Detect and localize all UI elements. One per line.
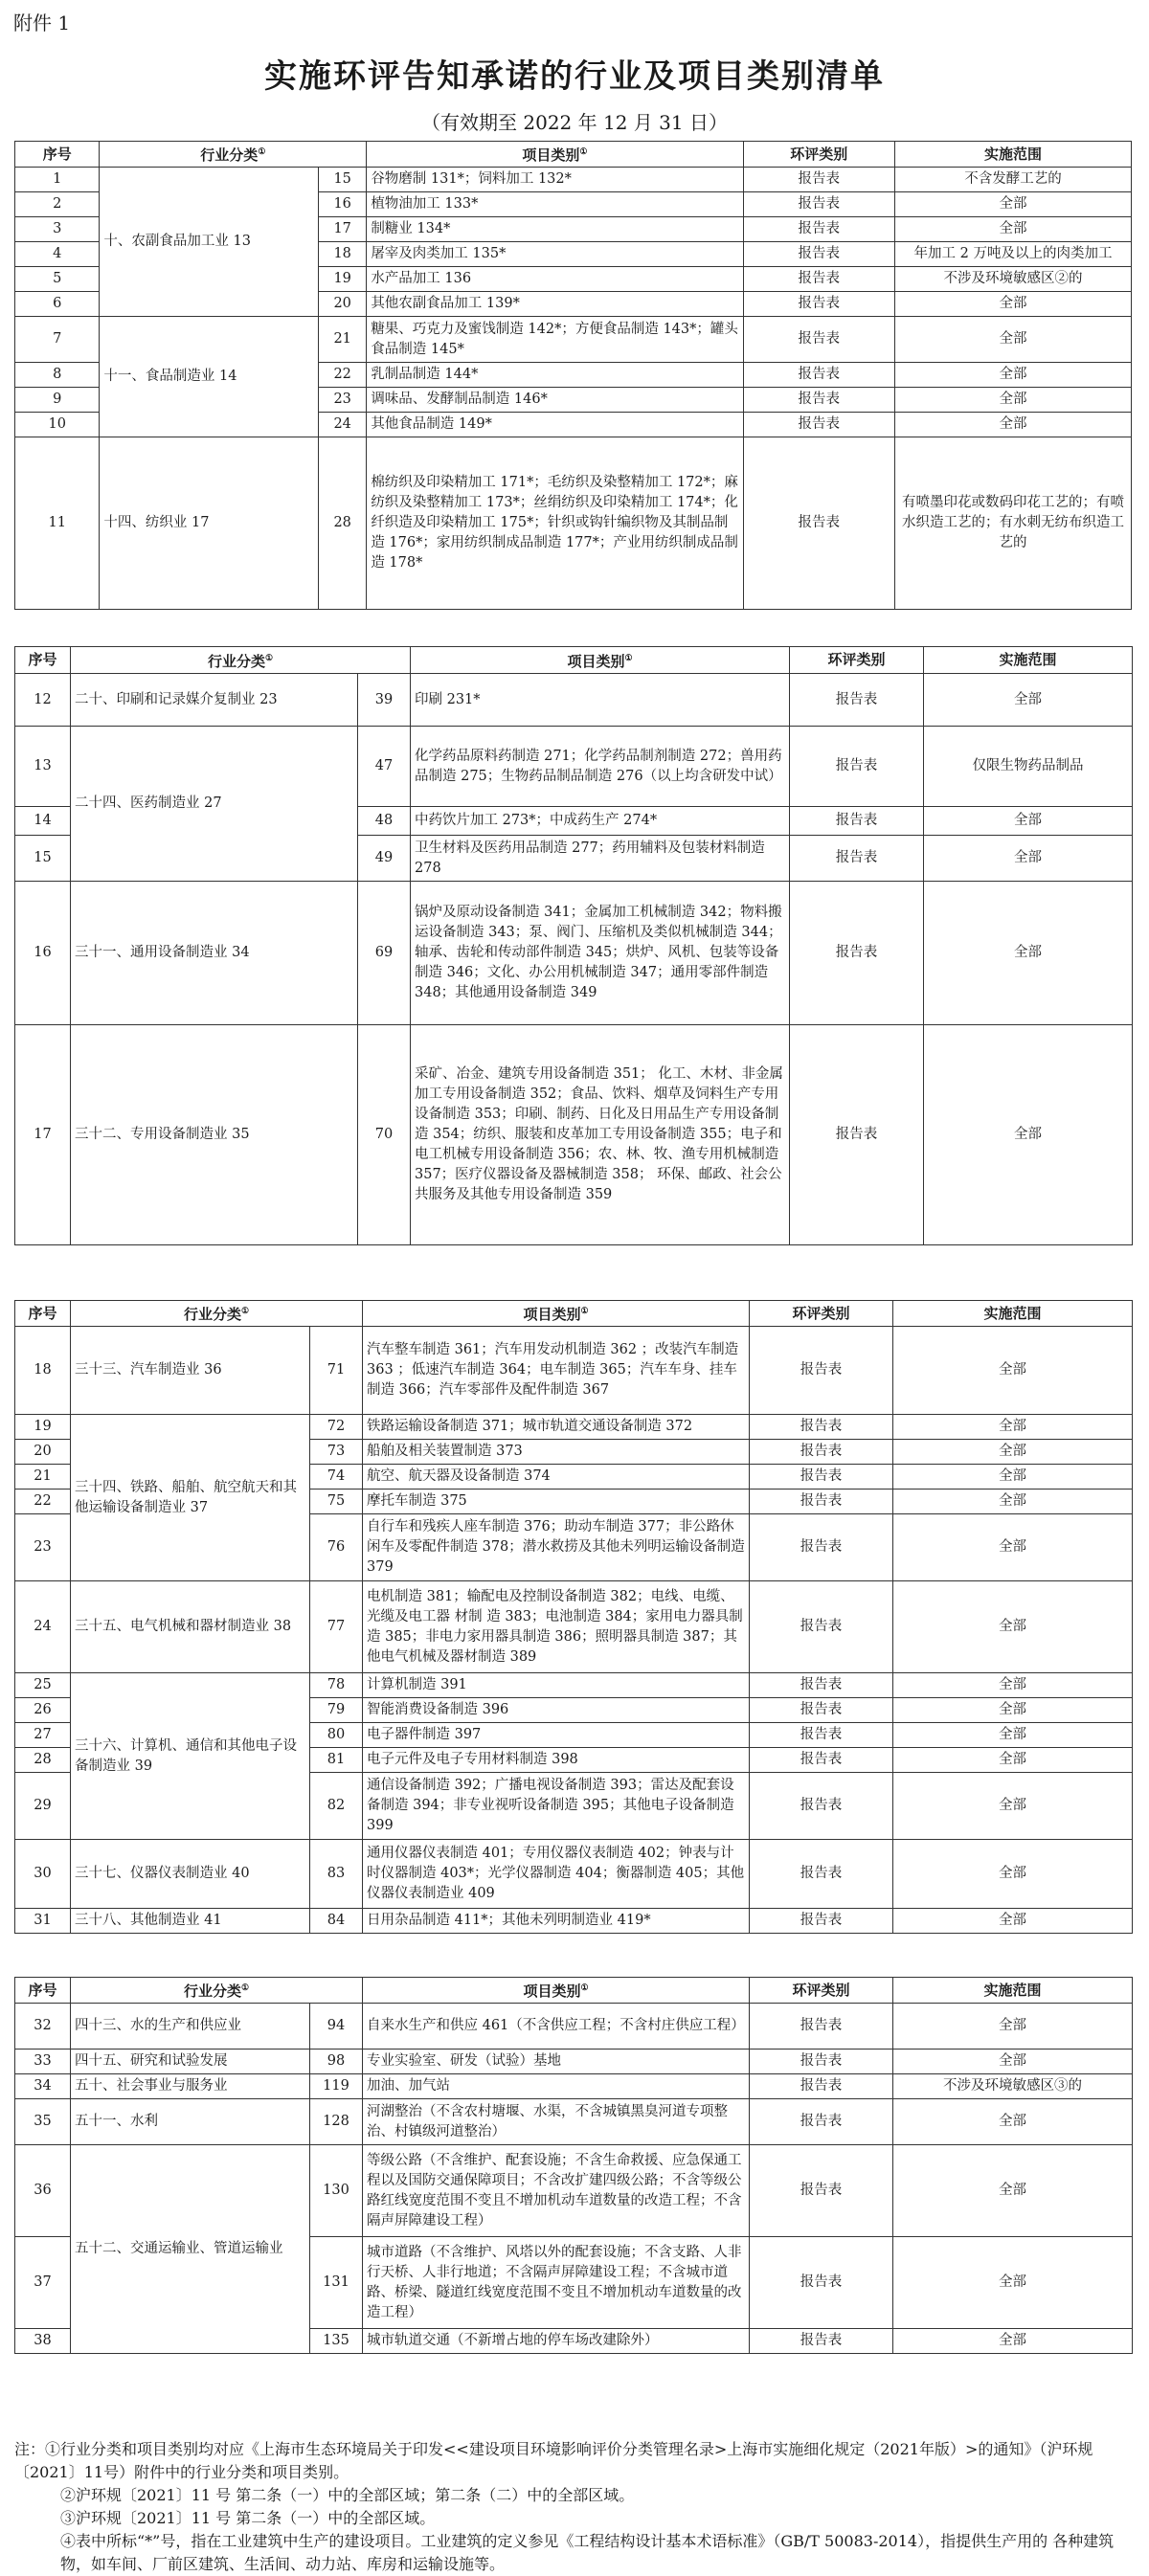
row-scope: 全部 <box>895 292 1132 317</box>
row-industry: 二十四、医药制造业 27 <box>71 727 358 882</box>
row-scope: 全部 <box>895 413 1132 437</box>
table-row <box>15 1415 1133 1440</box>
header-eia: 环评类别 <box>750 1301 893 1327</box>
row-scope: 仅限生物药品制品 <box>924 727 1133 807</box>
row-scope: 全部 <box>893 1909 1133 1934</box>
row-code: 21 <box>319 317 367 363</box>
row-project: 日用杂品制造 411*；其他未列明制造业 419* <box>363 1909 750 1934</box>
row-scope: 全部 <box>893 2099 1133 2145</box>
row-eia: 报告表 <box>750 2004 893 2050</box>
row-eia: 报告表 <box>750 1698 893 1723</box>
row-industry: 三十八、其他制造业 41 <box>71 1909 310 1934</box>
row-seq: 37 <box>15 2237 71 2329</box>
table-header-row <box>15 142 1132 168</box>
row-seq: 23 <box>15 1514 71 1581</box>
row-seq: 1 <box>15 168 100 192</box>
row-seq: 31 <box>15 1909 71 1934</box>
header-scope: 实施范围 <box>893 1301 1133 1327</box>
row-scope: 全部 <box>893 1581 1133 1673</box>
row-seq: 29 <box>15 1773 71 1840</box>
table-row <box>15 727 1133 807</box>
row-eia: 报告表 <box>743 363 895 388</box>
page-title: 实施环评告知承诺的行业及项目类别清单 <box>264 57 885 96</box>
row-seq: 22 <box>15 1490 71 1514</box>
row-scope: 全部 <box>893 1773 1133 1840</box>
header-scope: 实施范围 <box>895 142 1132 168</box>
row-code: 49 <box>358 836 411 882</box>
row-industry: 十四、纺织业 17 <box>100 437 319 610</box>
row-eia: 报告表 <box>790 1025 924 1245</box>
table-header-row <box>15 1978 1133 2004</box>
row-code: 47 <box>358 727 411 807</box>
row-scope: 全部 <box>893 1673 1133 1698</box>
row-industry: 三十五、电气机械和器材制造业 38 <box>71 1581 310 1673</box>
row-project: 城市轨道交通（不新增占地的停车场改建除外） <box>363 2329 750 2354</box>
row-eia: 报告表 <box>750 1673 893 1698</box>
footnote-4: ④表中所标“*”号，指在工业建筑中生产的建设项目。工业建筑的定义参见《工程结构设计基本术语标准》（GB/T 50083-2014），指提供生产用的 各种建筑物，如车间、厂前区建筑、生活间、动力站、库房和运输设施等。 <box>60 2532 1115 2573</box>
row-seq: 19 <box>15 1415 71 1440</box>
header-scope: 实施范围 <box>893 1978 1133 2004</box>
row-code: 19 <box>319 267 367 292</box>
table-row <box>15 437 1132 610</box>
row-scope: 全部 <box>893 1440 1133 1465</box>
row-scope: 全部 <box>924 1025 1133 1245</box>
row-seq: 15 <box>15 836 71 882</box>
row-project: 专业实验室、研发（试验）基地 <box>363 2050 750 2074</box>
table-row <box>15 1673 1133 1698</box>
row-seq: 38 <box>15 2329 71 2354</box>
row-code: 82 <box>310 1773 363 1840</box>
row-code: 80 <box>310 1723 363 1748</box>
row-project: 印刷 231* <box>411 674 790 727</box>
row-scope: 全部 <box>924 882 1133 1025</box>
category-table-4 <box>14 1977 1133 2354</box>
row-eia: 报告表 <box>750 2050 893 2074</box>
row-eia: 报告表 <box>750 1327 893 1415</box>
row-project: 其他农副食品加工 139* <box>367 292 743 317</box>
row-seq: 26 <box>15 1698 71 1723</box>
row-scope: 全部 <box>893 2145 1133 2237</box>
row-scope: 全部 <box>924 836 1133 882</box>
row-project: 电机制造 381；输配电及控制设备制造 382；电线、电缆、光缆及电工器 材制 造 383；电池制造 384；家用电力器具制造 385；非电力家用器具制造 386；照明器具制造 387；其他电气机械及器材制造 389 <box>363 1581 750 1673</box>
row-seq: 6 <box>15 292 100 317</box>
row-eia: 报告表 <box>750 1415 893 1440</box>
row-industry: 三十二、专用设备制造业 35 <box>71 1025 358 1245</box>
row-seq: 3 <box>15 217 100 242</box>
header-seq: 序号 <box>15 1301 71 1327</box>
row-code: 79 <box>310 1698 363 1723</box>
table-row <box>15 1909 1133 1934</box>
row-eia: 报告表 <box>750 1773 893 1840</box>
row-eia: 报告表 <box>750 2237 893 2329</box>
row-project: 其他食品制造 149* <box>367 413 743 437</box>
row-eia: 报告表 <box>750 2074 893 2099</box>
table-row <box>15 1025 1133 1245</box>
row-seq: 9 <box>15 388 100 413</box>
row-code: 74 <box>310 1465 363 1490</box>
row-industry: 三十一、通用设备制造业 34 <box>71 882 358 1025</box>
row-eia: 报告表 <box>750 1581 893 1673</box>
row-scope: 有喷墨印花或数码印花工艺的；有喷水织造工艺的；有水刺无纺布织造工艺的 <box>895 437 1132 610</box>
row-eia: 报告表 <box>743 217 895 242</box>
row-eia: 报告表 <box>743 168 895 192</box>
row-project: 棉纺织及印染精加工 171*；毛纺织及染整精加工 172*；麻纺织及染整精加工 173*；丝绢纺织及印染精加工 174*；化纤织造及印染精加工 175*；针织或钩针编织物及其制品制造 176*；家用纺织制成品制造 177*；产业用纺织制成品制造 178* <box>367 437 743 610</box>
row-code: 76 <box>310 1514 363 1581</box>
row-seq: 21 <box>15 1465 71 1490</box>
header-eia: 环评类别 <box>750 1978 893 2004</box>
row-industry: 三十七、仪器仪表制造业 40 <box>71 1840 310 1909</box>
row-scope: 全部 <box>895 388 1132 413</box>
row-seq: 25 <box>15 1673 71 1698</box>
row-eia: 报告表 <box>750 1909 893 1934</box>
row-project: 乳制品制造 144* <box>367 363 743 388</box>
footnote-1: 注：①行业分类和项目类别均对应《上海市生态环境局关于印发<<建设项目环境影响评价分类管理名录>上海市实施细化规定（2021年版）>的通知》（沪环规〔2021〕11号）附件中的行业分类和项目类别。 <box>14 2440 1093 2481</box>
row-seq: 5 <box>15 267 100 292</box>
row-eia: 报告表 <box>750 1723 893 1748</box>
row-project: 卫生材料及医药用品制造 277；药用辅料及包装材料制造 278 <box>411 836 790 882</box>
header-project: 项目类别① <box>411 647 790 674</box>
row-code: 69 <box>358 882 411 1025</box>
row-scope: 全部 <box>924 674 1133 727</box>
row-code: 18 <box>319 242 367 267</box>
header-eia: 环评类别 <box>790 647 924 674</box>
header-industry: 行业分类① <box>71 1978 363 2004</box>
row-eia: 报告表 <box>743 413 895 437</box>
row-project: 糖果、巧克力及蜜饯制造 142*；方便食品制造 143*；罐头食品制造 145* <box>367 317 743 363</box>
footnote-2: ②沪环规〔2021〕11 号 第二条（一）中的全部区域；第二条（二）中的全部区域。 <box>60 2486 635 2504</box>
row-seq: 35 <box>15 2099 71 2145</box>
row-scope: 全部 <box>893 2050 1133 2074</box>
row-industry: 五十二、交通运输业、管道运输业 <box>71 2145 310 2354</box>
row-eia: 报告表 <box>750 2145 893 2237</box>
row-project: 通用仪器仪表制造 401；专用仪器仪表制造 402；钟表与计时仪器制造 403*；光学仪器制造 404；衡器制造 405；其他仪器仪表制造业 409 <box>363 1840 750 1909</box>
table-row <box>15 2074 1133 2099</box>
row-seq: 24 <box>15 1581 71 1673</box>
header-eia: 环评类别 <box>743 142 895 168</box>
row-scope: 全部 <box>895 317 1132 363</box>
row-scope: 全部 <box>893 1748 1133 1773</box>
row-scope: 全部 <box>924 807 1133 836</box>
row-code: 77 <box>310 1581 363 1673</box>
row-project: 锅炉及原动设备制造 341；金属加工机械制造 342；物料搬运设备制造 343；泵、阀门、压缩机及类似机械制造 344；轴承、齿轮和传动部件制造 345；烘炉、风机、包装等设备制造 346；文化、办公用机械制造 347；通用零部件制造 348；其他通用设备制造 349 <box>411 882 790 1025</box>
row-eia: 报告表 <box>750 2099 893 2145</box>
row-code: 24 <box>319 413 367 437</box>
row-code: 128 <box>310 2099 363 2145</box>
row-project: 航空、航天器及设备制造 374 <box>363 1465 750 1490</box>
row-eia: 报告表 <box>790 674 924 727</box>
row-seq: 30 <box>15 1840 71 1909</box>
row-eia: 报告表 <box>743 437 895 610</box>
row-project: 调味品、发酵制品制造 146* <box>367 388 743 413</box>
row-eia: 报告表 <box>750 1748 893 1773</box>
row-code: 17 <box>319 217 367 242</box>
row-industry: 三十四、铁路、船舶、航空航天和其他运输设备制造业 37 <box>71 1415 310 1581</box>
header-project: 项目类别① <box>363 1978 750 2004</box>
row-project: 通信设备制造 392；广播电视设备制造 393；雷达及配套设备制造 394；非专业视听设备制造 395；其他电子设备制造 399 <box>363 1773 750 1840</box>
row-seq: 4 <box>15 242 100 267</box>
row-code: 98 <box>310 2050 363 2074</box>
row-project: 摩托车制造 375 <box>363 1490 750 1514</box>
row-code: 22 <box>319 363 367 388</box>
row-eia: 报告表 <box>743 292 895 317</box>
row-seq: 12 <box>15 674 71 727</box>
row-seq: 18 <box>15 1327 71 1415</box>
row-eia: 报告表 <box>790 727 924 807</box>
row-eia: 报告表 <box>750 1440 893 1465</box>
row-eia: 报告表 <box>750 2329 893 2354</box>
row-code: 72 <box>310 1415 363 1440</box>
table-header-row <box>15 647 1133 674</box>
row-eia: 报告表 <box>790 807 924 836</box>
row-project: 中药饮片加工 273*；中成药生产 274* <box>411 807 790 836</box>
page-subtitle: （有效期至 2022 年 12 月 31 日） <box>421 111 728 134</box>
row-scope: 不涉及环境敏感区②的 <box>895 267 1132 292</box>
header-seq: 序号 <box>15 142 100 168</box>
row-code: 20 <box>319 292 367 317</box>
row-code: 94 <box>310 2004 363 2050</box>
row-eia: 报告表 <box>743 267 895 292</box>
row-eia: 报告表 <box>790 836 924 882</box>
header-industry: 行业分类① <box>100 142 367 168</box>
row-project: 水产品加工 136 <box>367 267 743 292</box>
row-scope: 不含发酵工艺的 <box>895 168 1132 192</box>
row-industry: 五十、社会事业与服务业 <box>71 2074 310 2099</box>
row-industry: 四十五、研究和试验发展 <box>71 2050 310 2074</box>
row-project: 谷物磨制 131*；饲料加工 132* <box>367 168 743 192</box>
table-header-row <box>15 1301 1133 1327</box>
table-row <box>15 1327 1133 1415</box>
row-code: 131 <box>310 2237 363 2329</box>
row-scope: 不涉及环境敏感区③的 <box>893 2074 1133 2099</box>
row-code: 71 <box>310 1327 363 1415</box>
row-industry: 二十、印刷和记录媒介复制业 23 <box>71 674 358 727</box>
row-code: 83 <box>310 1840 363 1909</box>
row-seq: 17 <box>15 1025 71 1245</box>
row-project: 计算机制造 391 <box>363 1673 750 1698</box>
table-row <box>15 674 1133 727</box>
row-industry: 十、农副食品加工业 13 <box>100 168 319 317</box>
row-code: 48 <box>358 807 411 836</box>
row-code: 81 <box>310 1748 363 1773</box>
row-project: 植物油加工 133* <box>367 192 743 217</box>
row-code: 23 <box>319 388 367 413</box>
row-project: 屠宰及肉类加工 135* <box>367 242 743 267</box>
row-code: 70 <box>358 1025 411 1245</box>
row-seq: 13 <box>15 727 71 807</box>
row-scope: 全部 <box>893 2004 1133 2050</box>
row-code: 73 <box>310 1440 363 1465</box>
row-seq: 32 <box>15 2004 71 2050</box>
table-row <box>15 317 1132 363</box>
row-eia: 报告表 <box>750 1840 893 1909</box>
category-table-1 <box>14 141 1132 610</box>
table-row <box>15 2050 1133 2074</box>
row-code: 16 <box>319 192 367 217</box>
row-seq: 27 <box>15 1723 71 1748</box>
row-project: 铁路运输设备制造 371；城市轨道交通设备制造 372 <box>363 1415 750 1440</box>
row-scope: 全部 <box>893 2237 1133 2329</box>
category-table-3 <box>14 1300 1133 1934</box>
row-seq: 33 <box>15 2050 71 2074</box>
row-seq: 11 <box>15 437 100 610</box>
table-row <box>15 2145 1133 2237</box>
row-scope: 全部 <box>895 217 1132 242</box>
row-code: 28 <box>319 437 367 610</box>
row-eia: 报告表 <box>750 1490 893 1514</box>
table-row <box>15 882 1133 1025</box>
row-scope: 全部 <box>893 1514 1133 1581</box>
table-row <box>15 2099 1133 2145</box>
header-scope: 实施范围 <box>924 647 1133 674</box>
row-industry: 十一、食品制造业 14 <box>100 317 319 437</box>
row-project: 河湖整治（不含农村塘堰、水渠，不含城镇黑臭河道专项整治、村镇级河道整治） <box>363 2099 750 2145</box>
row-code: 75 <box>310 1490 363 1514</box>
row-seq: 34 <box>15 2074 71 2099</box>
attachment-label: 附件 1 <box>13 11 71 34</box>
row-scope: 全部 <box>893 1723 1133 1748</box>
row-eia: 报告表 <box>743 242 895 267</box>
row-code: 84 <box>310 1909 363 1934</box>
table-row <box>15 1581 1133 1673</box>
row-industry: 五十一、水利 <box>71 2099 310 2145</box>
row-seq: 14 <box>15 807 71 836</box>
row-project: 船舶及相关装置制造 373 <box>363 1440 750 1465</box>
row-project: 电子器件制造 397 <box>363 1723 750 1748</box>
row-project: 智能消费设备制造 396 <box>363 1698 750 1723</box>
row-code: 15 <box>319 168 367 192</box>
row-eia: 报告表 <box>790 882 924 1025</box>
row-scope: 全部 <box>893 1698 1133 1723</box>
row-scope: 年加工 2 万吨及以上的肉类加工 <box>895 242 1132 267</box>
header-industry: 行业分类① <box>71 1301 363 1327</box>
row-eia: 报告表 <box>750 1465 893 1490</box>
row-industry: 四十三、水的生产和供应业 <box>71 2004 310 2050</box>
row-code: 78 <box>310 1673 363 1698</box>
row-seq: 7 <box>15 317 100 363</box>
table-row <box>15 168 1132 192</box>
header-project: 项目类别① <box>363 1301 750 1327</box>
category-table-2 <box>14 646 1133 1245</box>
row-code: 130 <box>310 2145 363 2237</box>
row-project: 采矿、冶金、建筑专用设备制造 351； 化工、木材、非金属加工专用设备制造 352；食品、饮料、烟草及饲料生产专用设备制造 353；印刷、制药、日化及日用品生产专用设备制造 354；纺织、服装和皮革加工专用设备制造 355；电子和电工机械专用设备制造 356；农、林、牧、渔专用机械制造 357；医疗仪器设备及器械制造 358； 环保、邮政、社会公共服务及其他专用设备制造 359 <box>411 1025 790 1245</box>
table-row <box>15 2004 1133 2050</box>
header-project: 项目类别① <box>367 142 743 168</box>
row-scope: 全部 <box>895 363 1132 388</box>
row-scope: 全部 <box>893 1415 1133 1440</box>
row-project: 自行车和残疾人座车制造 376；助动车制造 377；非公路休闲车及零配件制造 378；潜水救捞及其他未列明运输设备制造 379 <box>363 1514 750 1581</box>
row-project: 加油、加气站 <box>363 2074 750 2099</box>
row-eia: 报告表 <box>743 192 895 217</box>
row-scope: 全部 <box>893 1465 1133 1490</box>
row-scope: 全部 <box>893 2329 1133 2354</box>
row-scope: 全部 <box>893 1490 1133 1514</box>
row-project: 电子元件及电子专用材料制造 398 <box>363 1748 750 1773</box>
row-code: 39 <box>358 674 411 727</box>
row-code: 119 <box>310 2074 363 2099</box>
row-seq: 2 <box>15 192 100 217</box>
row-scope: 全部 <box>895 192 1132 217</box>
row-industry: 三十六、计算机、通信和其他电子设备制造业 39 <box>71 1673 310 1840</box>
header-seq: 序号 <box>15 647 71 674</box>
row-industry: 三十三、汽车制造业 36 <box>71 1327 310 1415</box>
row-scope: 全部 <box>893 1327 1133 1415</box>
row-project: 等级公路（不含维护、配套设施；不含生命救援、应急保通工程以及国防交通保障项目；不含改扩建四级公路；不含等级公路红线宽度范围不变且不增加机动车道数量的改造工程；不含隔声屏障建设工程） <box>363 2145 750 2237</box>
footnote-3: ③沪环规〔2021〕11 号 第二条（一）中的全部区域。 <box>60 2509 436 2527</box>
row-project: 城市道路（不含维护、风塔以外的配套设施；不含支路、人非行天桥、人非行地道；不含隔声屏障建设工程；不含城市道路、桥梁、隧道红线宽度范围不变且不增加机动车道数量的改造工程） <box>363 2237 750 2329</box>
row-seq: 20 <box>15 1440 71 1465</box>
row-project: 汽车整车制造 361；汽车用发动机制造 362 ；改装汽车制造 363 ；低速汽车制造 364；电车制造 365；汽车车身、挂车制造 366；汽车零部件及配件制造 367 <box>363 1327 750 1415</box>
row-scope: 全部 <box>893 1840 1133 1909</box>
row-seq: 36 <box>15 2145 71 2237</box>
row-project: 制糖业 134* <box>367 217 743 242</box>
row-code: 135 <box>310 2329 363 2354</box>
row-seq: 10 <box>15 413 100 437</box>
row-eia: 报告表 <box>743 388 895 413</box>
row-project: 自来水生产和供应 461（不含供应工程；不含村庄供应工程） <box>363 2004 750 2050</box>
row-project: 化学药品原料药制造 271；化学药品制剂制造 272；兽用药品制造 275；生物药品制品制造 276（以上均含研发中试） <box>411 727 790 807</box>
footnotes <box>14 2438 1135 2576</box>
row-eia: 报告表 <box>750 1514 893 1581</box>
row-eia: 报告表 <box>743 317 895 363</box>
row-seq: 8 <box>15 363 100 388</box>
header-seq: 序号 <box>15 1978 71 2004</box>
row-seq: 16 <box>15 882 71 1025</box>
header-industry: 行业分类① <box>71 647 411 674</box>
table-row <box>15 1840 1133 1909</box>
row-seq: 28 <box>15 1748 71 1773</box>
